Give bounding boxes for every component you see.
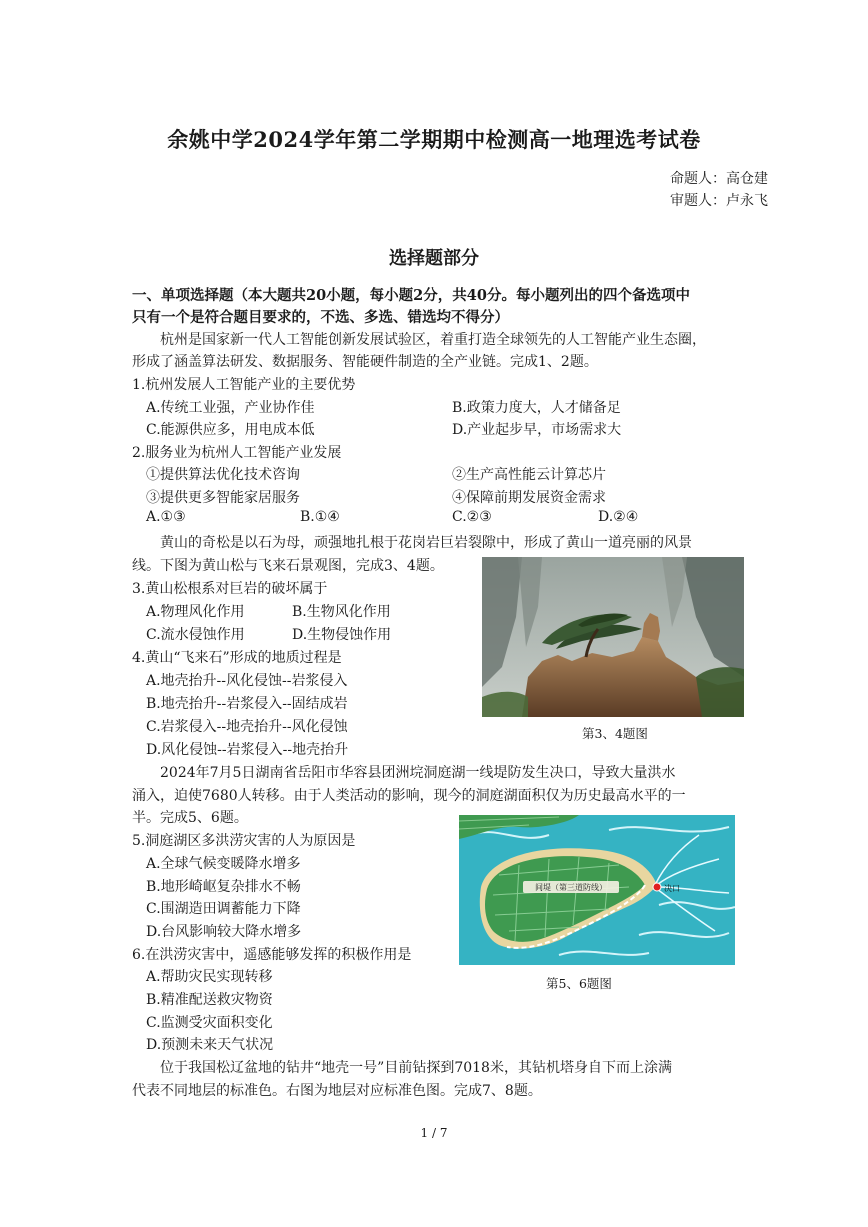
q1-stem: 1.杭州发展人工智能产业的主要优势 [132,377,356,393]
huangshan-pine-photo-art [482,557,744,717]
q2-item-2: ②生产高性能云计算芯片 [452,467,606,483]
passage2-line1: 黄山的奇松是以石为母，顽强地扎根于花岗岩巨岩裂隙中，形成了黄山一道亮丽的风景 [160,535,692,551]
q2-item-1: ①提供算法优化技术咨询 [146,467,300,483]
part1-heading-line2: 只有一个是符合题目要求的，不选、多选、错选均不得分） [132,309,509,326]
q6-option-d: D.预测未来天气状况 [146,1037,274,1053]
q3-option-b: B.生物风化作用 [292,604,391,620]
q4-option-c: C.岩浆侵入--地壳抬升--风化侵蚀 [146,719,348,735]
q5-option-d: D.台风影响较大降水增多 [146,924,302,940]
q2-option-a: A.①③ [146,509,186,525]
passage4-line2: 代表不同地层的标准色。右图为地层对应标准色图。完成7、8题。 [132,1083,542,1099]
q4-option-d: D.风化侵蚀--岩浆侵入--地壳抬升 [146,742,349,758]
q2-item-4: ④保障前期发展资金需求 [452,490,606,506]
passage2-line2: 线。下图为黄山松与飞来石景观图，完成3、4题。 [132,558,444,574]
q4-stem: 4.黄山“飞来石”形成的地质过程是 [132,650,342,666]
q5-option-a: A.全球气候变暖降水增多 [146,856,301,872]
q1-option-a: A.传统工业强，产业协作佳 [146,400,315,416]
passage4-line1: 位于我国松辽盆地的钻井“地壳一号”目前钻探到7018米，其钻机塔身自下而上涂满 [160,1060,672,1076]
passage1-line2: 形成了涵盖算法研发、数据服务、智能硬件制造的全产业链。完成1、2题。 [132,354,598,370]
passage3-line1: 2024年7月5日湖南省岳阳市华容县团洲垸洞庭湖一线堤防发生决口，导致大量洪水 [160,765,676,781]
q1-option-d: D.产业起步早，市场需求大 [452,422,622,438]
q5-stem: 5.洞庭湖区多洪涝灾害的人为原因是 [132,833,356,849]
breach-point-icon [653,883,661,891]
q3-option-d: D.生物侵蚀作用 [292,627,392,643]
passage3-line2: 涌入，迫使7680人转移。由于人类活动的影响，现今的洞庭湖面积仅为历史最高水平的一 [132,788,686,804]
setter-line: 命题人：高仓建 [670,171,768,187]
section-title: 选择题部分 [389,248,479,269]
q5-option-c: C.围湖造田调蓄能力下降 [146,901,301,917]
q5-option-b: B.地形崎岖复杂排水不畅 [146,879,301,895]
q2-option-b: B.①④ [300,509,340,525]
q2-option-d: D.②④ [598,509,639,525]
q1-option-c: C.能源供应多，用电成本低 [146,422,315,438]
q4-option-b: B.地壳抬升--岩浆侵入--固结成岩 [146,696,348,712]
page-number: 1 / 7 [420,1126,448,1140]
q3-stem: 3.黄山松根系对巨岩的破坏属于 [132,581,328,597]
huangshan-pine-photo [482,557,744,717]
q2-item-3: ③提供更多智能家居服务 [146,490,300,506]
dike-label: 间堤（第三道防线） [535,883,607,892]
breach-label: 决口 [664,884,680,893]
fig34-caption: 第3、4题图 [582,726,648,741]
passage3-line3: 半。完成5、6题。 [132,810,248,826]
q3-option-a: A.物理风化作用 [146,604,245,620]
q1-option-b: B.政策力度大，人才储备足 [452,400,621,416]
reviewer-line: 审题人：卢永飞 [670,193,768,209]
q2-option-c: C.②③ [452,509,492,525]
dongting-breach-map-art [459,815,735,965]
q4-option-a: A.地壳抬升--风化侵蚀--岩浆侵入 [146,673,348,689]
q6-option-a: A.帮助灾民实现转移 [146,969,273,985]
fig56-caption: 第5、6题图 [546,976,612,991]
part1-heading-line1: 一、单项选择题（本大题共20小题，每小题2分，共40分。每小题列出的四个备选项中 [132,287,690,304]
dongting-breach-map [459,815,735,965]
q6-option-b: B.精准配送救灾物资 [146,992,273,1008]
q3-option-c: C.流水侵蚀作用 [146,627,245,643]
q6-option-c: C.监测受灾面积变化 [146,1015,273,1031]
q6-stem: 6.在洪涝灾害中，遥感能够发挥的积极作用是 [132,947,412,963]
exam-title: 余姚中学2024学年第二学期期中检测高一地理选考试卷 [167,127,701,152]
q2-stem: 2.服务业为杭州人工智能产业发展 [132,445,342,461]
passage1-line1: 杭州是国家新一代人工智能创新发展试验区，着重打造全球领先的人工智能产业生态圈， [160,332,706,348]
